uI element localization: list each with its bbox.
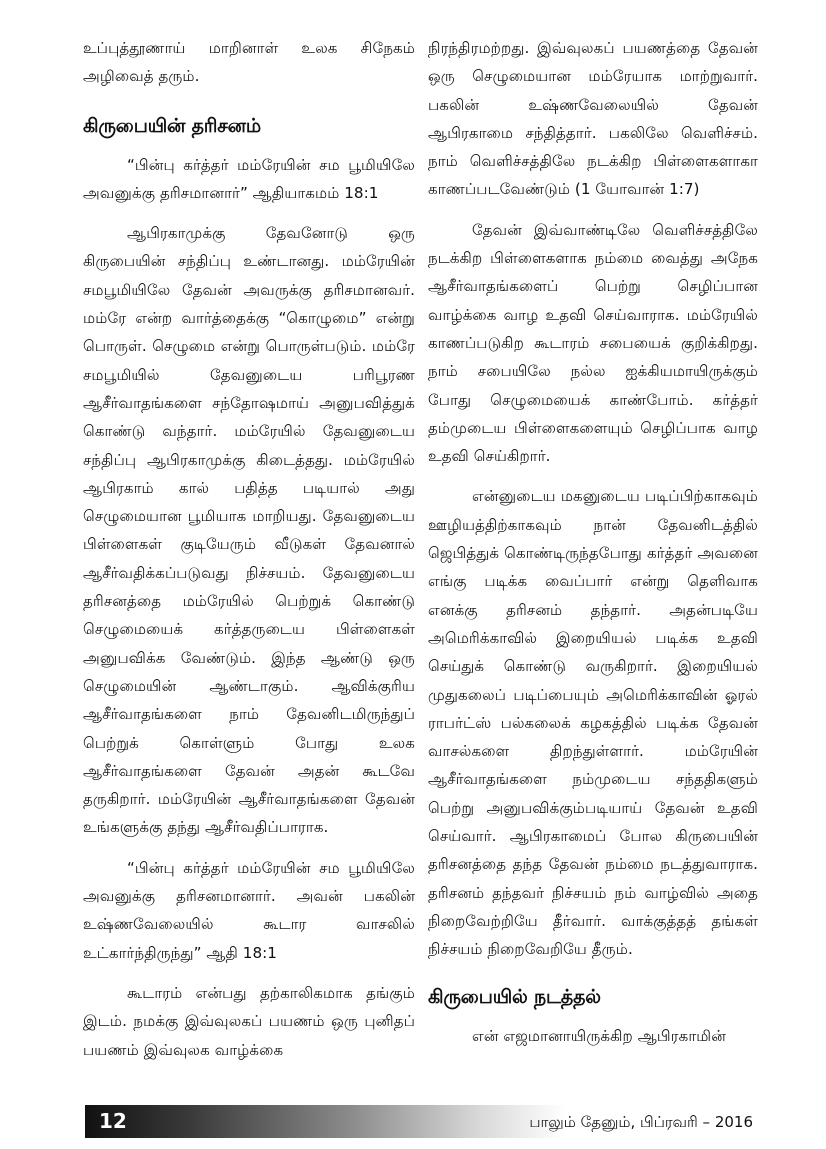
page-number: 12 [99,1109,127,1133]
publication-title: பாலும் தேனும், பிப்ரவரி – 2016 [529,1113,753,1131]
page-footer [85,1105,765,1138]
section-heading-vision-of-grace: கிருபையின் தரிசனம் [83,114,261,137]
intro-paragraph: உப்புத்தூணாய் மாறினாள் உலக சிநேகம் அழிவைத் தரும். [83,39,415,86]
section-heading-walking-in-grace: கிருபையில் நடத்தல் [428,985,601,1008]
body-paragraph: தேவன் இவ்வாண்டிலே வெளிச்சத்திலே நடக்கிற பிள்ளைகளாக நம்மை வைத்து அநேக ஆசீர்வாதங்களைப் பெற்று செழிப்பான வாழ்க்கை வாழ உதவி செய்வாராக. மம்ரேயில் காணப்படுகிற கூடாரம் சபையைக் குறிக்கிறது. நாம் சபையிலே நல்ல ஐக்கியமாயிருக்கும் போது செழுமையைக் காண்போம். கர்த்தர் தம்முடைய பிள்ளைகளையும் செழிப்பாக வாழ உதவி செய்கிறார். [428,220,758,466]
closing-line: என் எஜமானாயிருக்கிற ஆபிரகாமின் [472,1026,726,1045]
body-paragraph: கூடாரம் என்பது தற்காலிகமாக தங்கும் இடம். நமக்கு இவ்வுலகப் பயணம் ஒரு புனிதப் பயணம் இவ்வுலக வாழ்க்கை [83,983,415,1059]
left-column [83,34,415,1064]
footer-gradient-bar [85,1105,565,1138]
right-column [428,34,758,1050]
scripture-quote: “பின்பு கர்த்தர் மம்ரேயின் சம பூமியிலே அவனுக்கு தரிசனமானார். அவன் பகலின் உஷ்ணவேலையில் கூடார வாசலில் உட்கார்ந்திருந்து” ஆதி 18:1 [83,858,415,962]
body-paragraph: என்னுடைய மகனுடைய படிப்பிற்காகவும் ஊழியத்திற்காகவும் நான் தேவனிடத்தில் ஜெபித்துக் கொண்டிருந்தபோது கர்த்தர் அவனை எங்கு படிக்க வைப்பார் என்று தெளிவாக எனக்கு தரிசனம் தந்தார். அதன்படியே அமெரிக்காவில் இறையியல் படிக்க உதவி செய்துக் கொண்டு வருகிறார். இறையியல் முதுகலைப் படிப்பையும் அமெரிக்காவின் ஓரல் ராபர்ட்ஸ் பல்கலைக் கழகத்தில் படிக்க தேவன் வாசல்களை திறந்துள்ளார். மம்ரேயின் ஆசீர்வாதங்களை நம்முடைய சந்ததிகளும் பெற்று அனுபவிக்கும்படியாய் தேவன் உதவி செய்வார். ஆபிரகாமைப் போல கிருபையின் தரிசனத்தை தந்த தேவன் நம்மை நடத்துவாராக. தரிசனம் தந்தவர் நிச்சயம் நம் வாழ்வில் அதை நிறைவேற்றியே தீர்வார். வாக்குத்தத் தங்கள் நிச்சயம் நிறைவேறியே தீரும். [428,487,758,959]
scripture-quote: “பின்பு கர்த்தர் மம்ரேயின் சம பூமியிலே அவனுக்கு தரிசமானார்” ஆதியாகமம் 18:1 [83,155,415,202]
body-paragraph: ஆபிரகாமுக்கு தேவனோடு ஒரு கிருபையின் சந்திப்பு உண்டானது. மம்ரேயின் சமபூமியிலே தேவன் அவருக்கு தரிசமானவர். மம்ரே என்ற வார்த்தைக்கு “கொழுமை” என்று பொருள். செழுமை என்று பொருள்படும். மம்ரே சமபூமியில் தேவனுடைய பரிபூரண ஆசீர்வாதங்களை சந்தோஷமாய் அனுபவித்துக் கொண்டு வந்தார். மம்ரேயில் தேவனுடைய சந்திப்பு ஆபிரகாமுக்கு கிடைத்தது. மம்ரேயில் ஆபிரகாம் கால் பதித்த படியால் அது செழுமையான பூமியாக மாறியது. தேவனுடைய பிள்ளைகள் குடியேரும் வீடுகள் தேவனால் ஆசீர்வதிக்கப்படுவது நிச்சயம். தேவனுடைய தரிசனத்தை மம்ரேயில் பெற்றுக் கொண்டு செழுமையைக் கர்த்தருடைய பிள்ளைகள் அனுபவிக்க வேண்டும். இந்த ஆண்டு ஒரு செழுமையின் ஆண்டாகும். ஆவிக்குரிய ஆசீர்வாதங்களை நாம் தேவனிடமிருந்துப் பெற்றுக் கொள்ளும் போது உலக ஆசீர்வாதங்களை தேவன் அதன் கூடவே தருகிறார். மம்ரேயின் ஆசீர்வாதங்களை தேவன் உங்களுக்கு தந்து ஆசீர்வதிப்பாராக. [83,224,415,837]
body-paragraph: நிரந்திரமற்றது. இவ்வுலகப் பயணத்தை தேவன் ஒரு செழுமையான மம்ரேயாக மாற்றுவார். பகலின் உஷ்ணவேலையில் தேவன் ஆபிரகாமை சந்தித்தார். பகலிலே வெளிச்சம். நாம் வெளிச்சத்திலே நடக்கிற பிள்ளைகளாகா காணப்படவேண்டும் (1 யோவான் 1:7) [428,39,758,199]
